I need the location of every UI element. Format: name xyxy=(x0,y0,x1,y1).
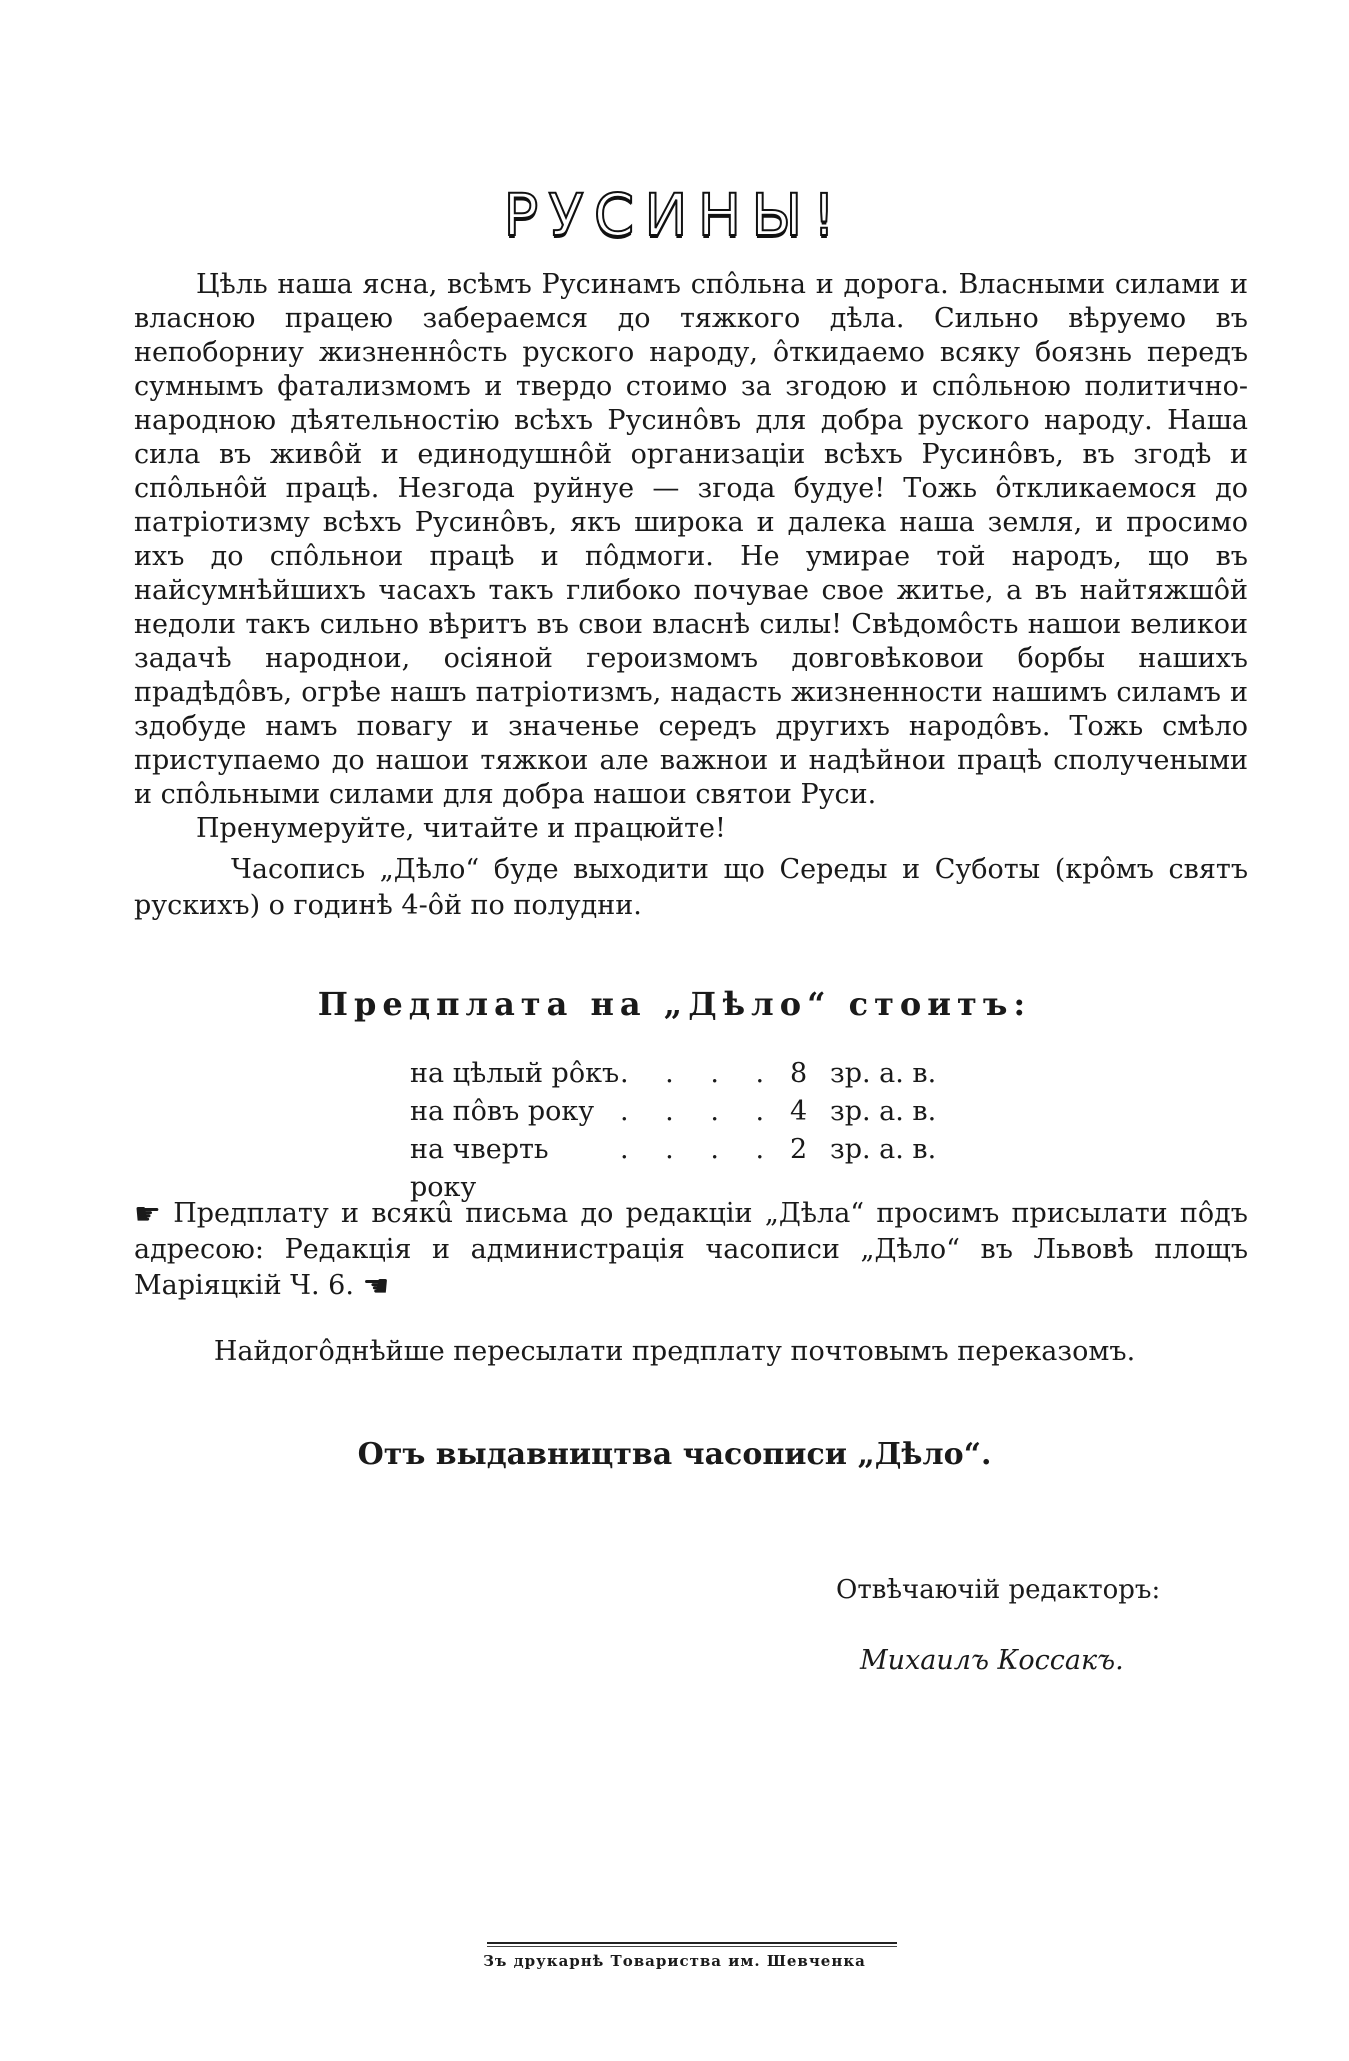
price-dots: . . . . xyxy=(620,1134,779,1165)
appeal-text xyxy=(134,268,1248,846)
price-label: на пôвъ року xyxy=(410,1096,595,1127)
schedule-text: Часопись „Дѣло“ буде выходити що Середы и Суботы (крôмъ святъ рускихъ) о годинѣ 4-ôй по полудни. xyxy=(134,854,1248,921)
price-amount: 2 xyxy=(790,1134,808,1165)
printer-imprint: Зъ друкарнѣ Товариства им. Шевченка xyxy=(483,1952,866,1970)
editor-label: Отвѣчаючій редакторъ: xyxy=(836,1575,1161,1605)
price-heading: Предплата на „Дѣло“ стоитъ: xyxy=(317,985,1032,1023)
price-row xyxy=(410,1055,936,1093)
editor-signature: Михаилъ Коссакъ. xyxy=(860,1645,1124,1676)
page-title: РУСИНЫ! xyxy=(503,181,846,249)
price-unit: зр. а. в. xyxy=(830,1134,937,1165)
price-row xyxy=(410,1093,936,1131)
footer-divider xyxy=(487,1942,897,1944)
price-dots: . . . . xyxy=(620,1096,779,1127)
publisher-line: Отъ выдавництва часописи „Дѣло“. xyxy=(357,1437,992,1472)
price-dots: . . . . xyxy=(620,1058,779,1089)
price-amount: 4 xyxy=(790,1096,808,1127)
price-table xyxy=(410,1055,936,1207)
address-notice xyxy=(134,1196,1248,1304)
hand-pointing-left-icon: ☚ xyxy=(362,1268,390,1304)
footer-divider-thin xyxy=(487,1946,897,1947)
appeal-paragraph: Цѣль наша ясна, всѣмъ Русинамъ спôльна и дорога. Власными силами и власною працею забераемся до тяжкого дѣла. Сильно вѣруемо въ непоборниу жизненнôсть руского народу, ôткидаемо всяку боязнь передъ сумнымъ фатализмомъ и твердо стоимо за згодою и спôльною политично-народною дѣятельностію всѣхъ Русинôвъ для добра руского народу. Наша сила въ живôй и единодушнôй организаціи всѣхъ Русинôвъ, въ згодѣ и спôльнôй працѣ. Незгода руйнуе — згода будуе! Тожь ôткликаемося до патріотизму всѣхъ Русинôвъ, якъ широка и далека наша земля, и просимо ихъ до спôльнои працѣ и пôдмоги. Не умирае той народъ, що въ найсумнѣйшихъ часахъ такъ глибоко почувае свое житье, а въ найтяжшôй недоли такъ сильно вѣритъ въ свои власнѣ силы! Свѣдомôсть нашои великои задачѣ народнои, осіяной героизмомъ довговѣковои борбы нашихъ прадѣдôвъ, огрѣе нашъ патріотизмъ, надасть жизненности нашимъ силамъ и здобуде намъ повагу и значенье середъ другихъ народôвъ. Тожь смѣло приступаемо до нашои тяжкои але важнои и надѣйнои працѣ сполучеными и спôльными силами для добра нашои святои Руси. xyxy=(134,269,1248,810)
price-unit: зр. а. в. xyxy=(830,1096,937,1127)
price-unit: зр. а. в. xyxy=(830,1058,937,1089)
price-label: на чверть року xyxy=(410,1134,549,1203)
schedule-notice xyxy=(134,852,1248,924)
payment-note: Найдогôднѣйше пересылати предплату почтовымъ переказомъ. xyxy=(213,1336,1136,1367)
hand-pointing-right-icon: ☛ xyxy=(134,1196,161,1232)
price-label: на цѣлый рôкъ xyxy=(410,1058,620,1089)
price-amount: 8 xyxy=(790,1058,808,1089)
address-text: Предплату и всякû письма до редакціи „Дѣла“ просимъ присылати пôдъ адресою: Редакція и администрація часописи „Дѣло“ въ Львовѣ площъ Маріяцкій Ч. 6. xyxy=(134,1198,1248,1301)
appeal-slogan: Пренумеруйте, читайте и працюйте! xyxy=(196,813,726,844)
